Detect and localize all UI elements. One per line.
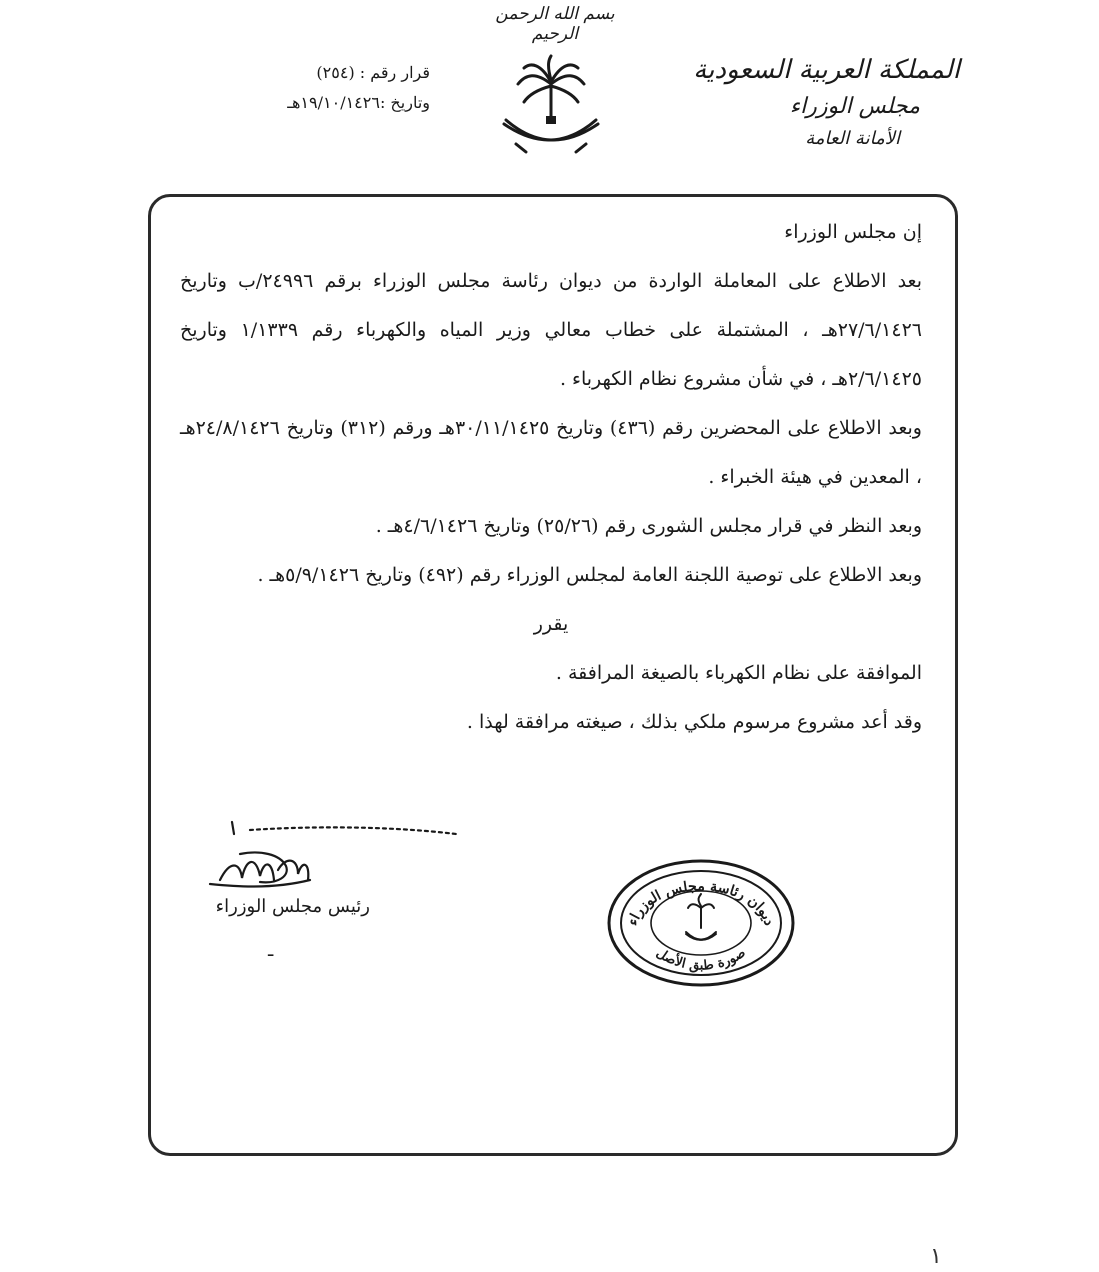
decides-heading: يقرر: [533, 613, 569, 635]
decision-body: [180, 208, 922, 747]
decision-line-1: الموافقة على نظام الكهرباء بالصيغة المرافقة .: [555, 662, 922, 684]
signature-title: رئيس مجلس الوزراء: [215, 896, 370, 917]
paragraph-1: بعد الاطلاع على المعاملة الواردة من ديوان رئاسة مجلس الوزراء برقم ٢٤٩٩٦/ب وتاريخ ٢٧/٦/١٤٢٦هـ ، المشتملة على خطاب معالي وزير المياه والكهرباء رقم ١/١٣٣٩ وتاريخ ٢/٦/١٤٢٥هـ ، في شأن مشروع نظام الكهرباء .: [180, 270, 922, 390]
paragraph-4: وبعد الاطلاع على توصية اللجنة العامة لمجلس الوزراء رقم (٤٩٢) وتاريخ ٥/٩/١٤٢٦هـ .: [257, 564, 922, 586]
seal-inner-text: صورة طبق الأصل: [653, 945, 749, 974]
decision-line-2: وقد أعد مشروع مرسوم ملكي بذلك ، صيغته مرافقة لهذا .: [466, 711, 922, 733]
saudi-emblem-icon: [496, 54, 606, 172]
secretariat-name: الأمانة العامة: [805, 128, 900, 149]
official-seal: [606, 858, 796, 988]
signature-mark: ـ: [268, 940, 274, 961]
council-name: مجلس الوزراء: [789, 94, 920, 119]
seal-outer-text: ديوان رئاسة مجلس الوزراء: [624, 878, 778, 928]
decision-date: وتاريخ :١٩/١٠/١٤٢٦هـ: [287, 93, 430, 112]
page-number: ١: [930, 1244, 942, 1269]
decision-number: قرار رقم : (٢٥٤): [316, 63, 430, 82]
kingdom-name: المملكة العربية السعودية: [693, 55, 960, 85]
paragraph-3: وبعد النظر في قرار مجلس الشورى رقم (٢٥/٢٦) وتاريخ ٤/٦/١٤٢٦هـ .: [375, 515, 922, 537]
kingdom-letterhead: [690, 50, 960, 154]
handwritten-signature: [190, 820, 470, 900]
basmala-heading: بسم الله الرحمن الرحيم: [495, 4, 615, 44]
opening-line: إن مجلس الوزراء: [784, 221, 922, 243]
paragraph-2: وبعد الاطلاع على المحضرين رقم (٤٣٦) وتاريخ ٣٠/١١/١٤٢٥هـ ورقم (٣١٢) وتاريخ ٢٤/٨/١٤٢٦هـ ، المعدين في هيئة الخبراء .: [180, 417, 922, 488]
decision-meta: [240, 58, 430, 118]
